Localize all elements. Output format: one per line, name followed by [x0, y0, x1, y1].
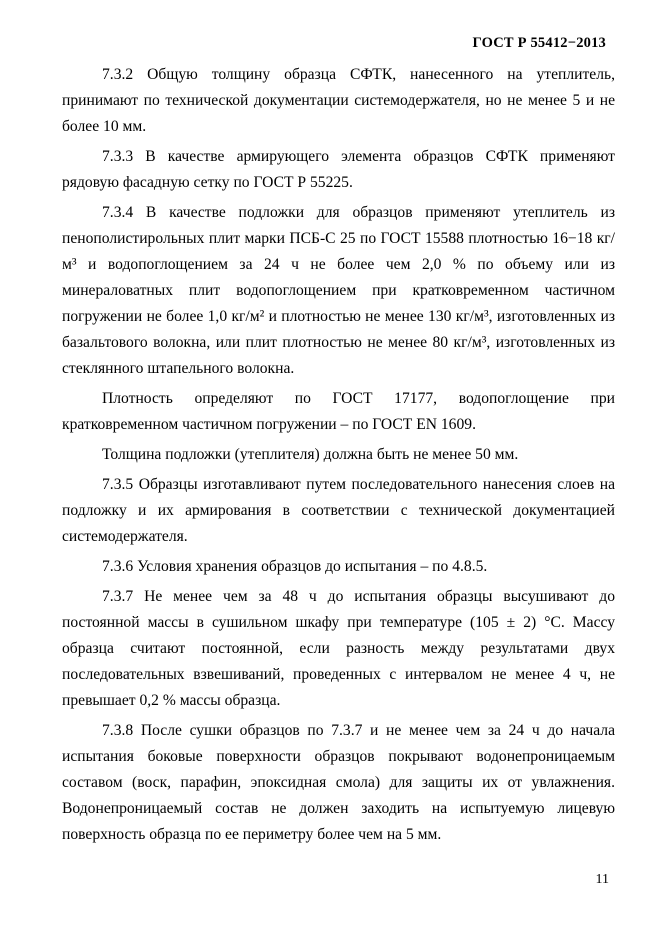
paragraph-7-3-6: 7.3.6 Условия хранения образцов до испытания – по 4.8.5.: [102, 558, 488, 575]
paragraph-7-3-4: 7.3.4 В качестве подложки для образцов применяют утеплитель из пенополистирольных плит марки ПСБ-С 25 по ГОСТ 15588 плотностью 16−18 кг/м³ и водопоглощением за 24 ч не более чем 2,0 % по объему или из минераловатных плит водопоглощением при кратковременном частичном погружении не более 1,0 кг/м² и плотностью не менее 130 кг/м³, изготовленных из базальтового волокна, или плит плотностью не менее 80 кг/м³, изготовленных из стеклянного штапельного волокна.: [62, 204, 615, 377]
paragraph-7-3-7: 7.3.7 Не менее чем за 48 ч до испытания образцы высушивают до постоянной массы в сушильном шкафу при температуре (105 ± 2) °С. Массу образца считают постоянной, если разность между результатами двух последовательных взвешиваний, проведенных с интервалом не менее 4 ч, не превышает 0,2 % массы образца.: [62, 588, 615, 709]
paragraph-7-3-5: 7.3.5 Образцы изготавливают путем последовательного нанесения слоев на подложку и их армирования в соответствии с технической документацией системодержателя.: [62, 476, 615, 545]
paragraph-density: Плотность определяют по ГОСТ 17177, водопоглощение при кратковременном частичном погружении – по ГОСТ EN 1609.: [62, 390, 615, 433]
document-body: [62, 62, 615, 848]
document-header: ГОСТ Р 55412−2013: [472, 35, 606, 51]
page-number: 11: [595, 872, 609, 887]
paragraph-7-3-3: 7.3.3 В качестве армирующего элемента образцов СФТК применяют рядовую фасадную сетку по ГОСТ Р 55225.: [62, 148, 615, 191]
paragraph-thickness: Толщина подложки (утеплителя) должна быть не менее 50 мм.: [102, 446, 519, 463]
paragraph-7-3-8: 7.3.8 После сушки образцов по 7.3.7 и не менее чем за 24 ч до начала испытания боковые поверхности образцов покрывают водонепроницаемым составом (воск, парафин, эпоксидная смола) для защиты их от увлажнения. Водонепроницаемый состав не должен заходить на испытуемую лицевую поверхность образца по ее периметру более чем на 5 мм.: [62, 722, 615, 843]
paragraph-7-3-2: 7.3.2 Общую толщину образца СФТК, нанесенного на утеплитель, принимают по технической документации системодержателя, но не менее 5 и не более 10 мм.: [62, 66, 615, 135]
